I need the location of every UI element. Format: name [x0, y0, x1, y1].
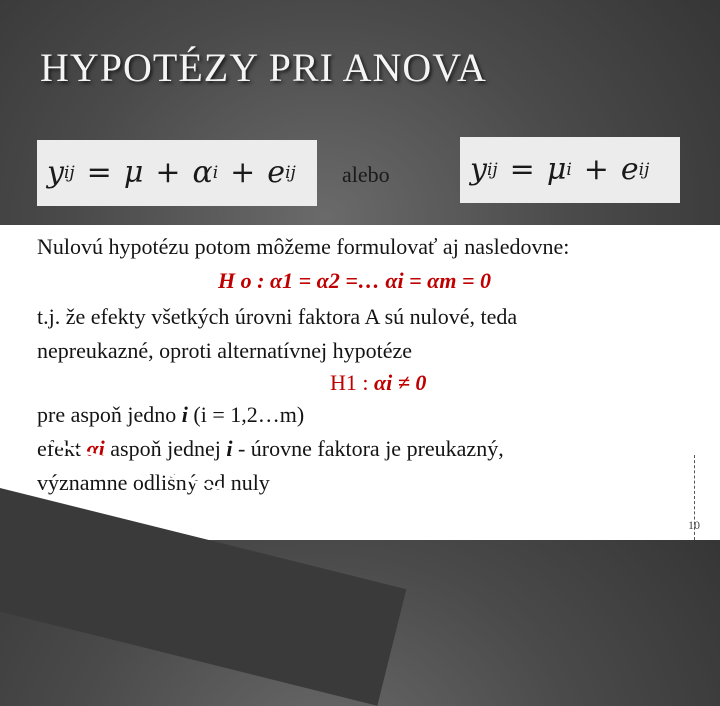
model-formula-left: y ij = μ + α i + e ij — [37, 140, 317, 206]
last-line: významne odlišný od nuly — [37, 470, 270, 495]
null-hypothesis: H o : α1 = α2 =… αi = αm = 0 — [218, 268, 491, 293]
page-number: 10 — [688, 518, 700, 532]
model-formula-right: y ij = μ i + e ij — [460, 137, 680, 203]
intro-text: Nulovú hypotézu potom môžeme formulovať aj nasledovne: — [37, 234, 570, 259]
alternative-hypothesis — [330, 370, 426, 396]
effect-line: efekt αi aspoň jednej i - úrovne faktora je preukazný, — [37, 436, 504, 461]
condition-line: pre aspoň jedno i (i = 1,2…m) — [37, 402, 305, 427]
h1-label: H1 : — [330, 370, 374, 395]
explanation-line-1: t.j. že efekty všetkých úrovni faktora A sú nulové, teda — [37, 304, 518, 329]
explanation-line-2: nepreukazné, oproti alternatívnej hypotéze — [37, 338, 413, 363]
h1-expression: αi ≠ 0 — [374, 370, 427, 395]
separator-text: alebo — [342, 162, 390, 187]
slide-title: HYPOTÉZY PRI ANOVA — [40, 45, 487, 90]
